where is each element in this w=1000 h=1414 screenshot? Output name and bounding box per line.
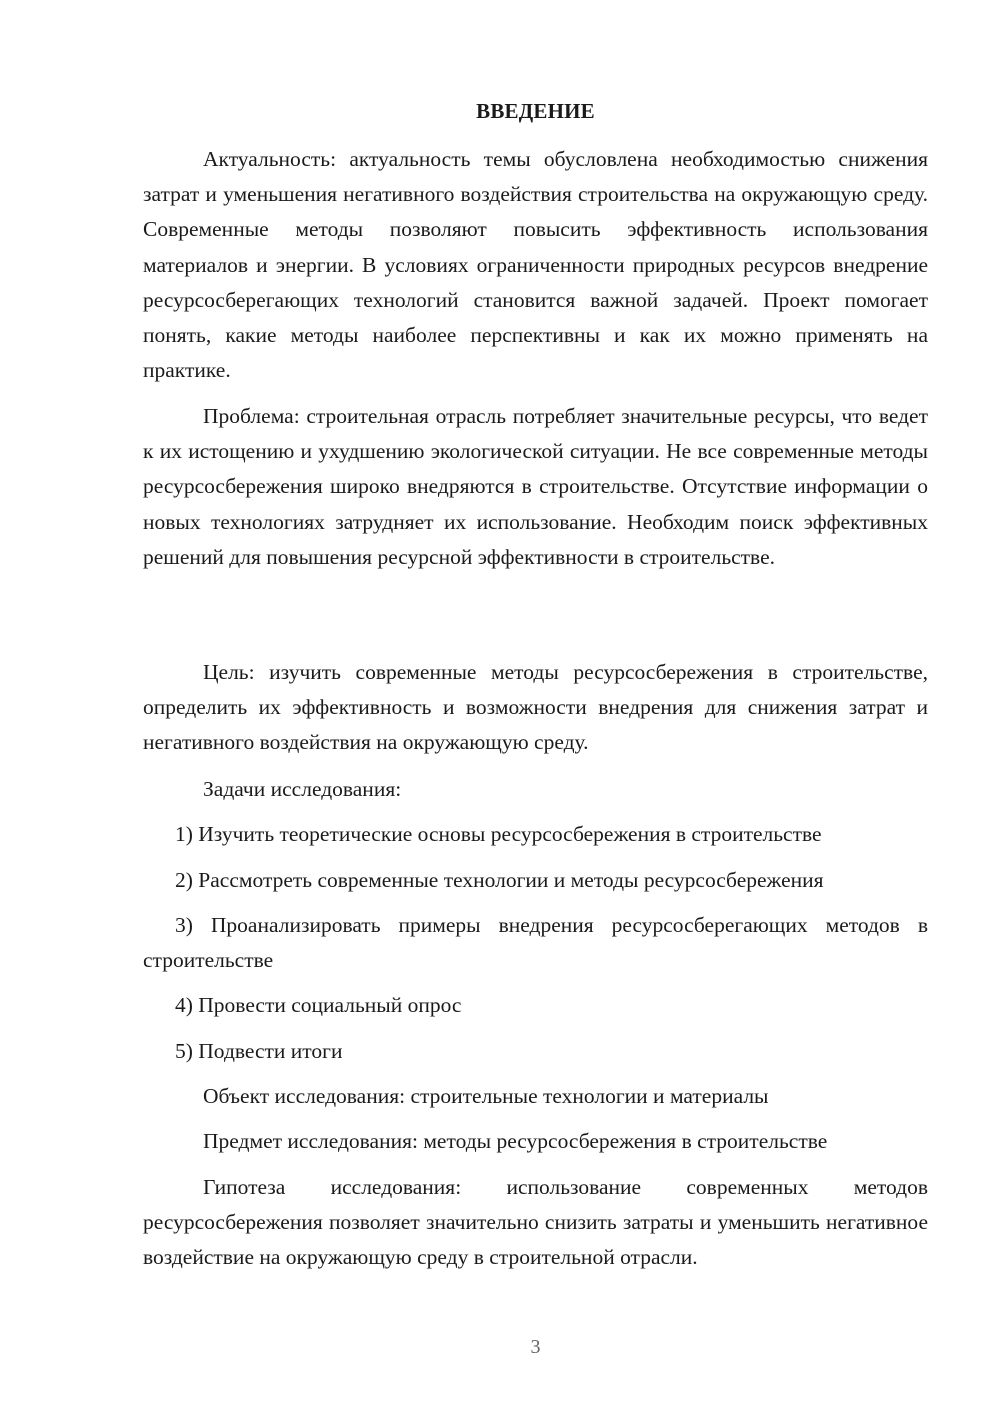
task-item-3: 3) Проанализировать примеры внедрения ресурсосберегающих методов в строительстве [143, 913, 928, 973]
object-paragraph: Объект исследования: строительные технологии и материалы [203, 1084, 769, 1108]
goal-paragraph: Цель: изучить современные методы ресурсосбережения в строительстве, определить их эффективность и возможности внедрения для снижения затрат и негативного воздействия на окружающую среду. [143, 660, 928, 755]
subject-paragraph: Предмет исследования: методы ресурсосбережения в строительстве [203, 1129, 828, 1153]
section-heading: ВВЕДЕНИЕ [476, 99, 595, 123]
task-item-4: 4) Провести социальный опрос [175, 993, 462, 1017]
hypothesis-paragraph: Гипотеза исследования: использование современных методов ресурсосбережения позволяет значительно снизить затраты и уменьшить негативное воздействие на окружающую среду в строительной отрасли. [143, 1175, 928, 1270]
page-number: 3 [530, 1336, 541, 1358]
task-item-1: 1) Изучить теоретические основы ресурсосбережения в строительстве [175, 822, 822, 846]
document-page [143, 0, 928, 1414]
problem-paragraph: Проблема: строительная отрасль потребляет значительные ресурсы, что ведет к их истощению и ухудшению экологической ситуации. Не все современные методы ресурсосбережения широко внедряются в строительстве. Отсутствие информации о новых технологиях затрудняет их использование. Необходим поиск эффективных решений для повышения ресурсной эффективности в строительстве. [143, 404, 928, 569]
task-item-5: 5) Подвести итоги [175, 1039, 343, 1063]
tasks-heading: Задачи исследования: [203, 777, 402, 801]
task-item-2: 2) Рассмотреть современные технологии и методы ресурсосбережения [175, 868, 824, 892]
relevance-paragraph: Актуальность: актуальность темы обусловлена необходимостью снижения затрат и уменьшения негативного воздействия строительства на окружающую среду. Современные методы позволяют повысить эффективность использования материалов и энергии. В условиях ограниченности природных ресурсов внедрение ресурсосберегающих технологий становится важной задачей. Проект помогает понять, какие методы наиболее перспективны и как их можно применять на практике. [143, 147, 928, 383]
